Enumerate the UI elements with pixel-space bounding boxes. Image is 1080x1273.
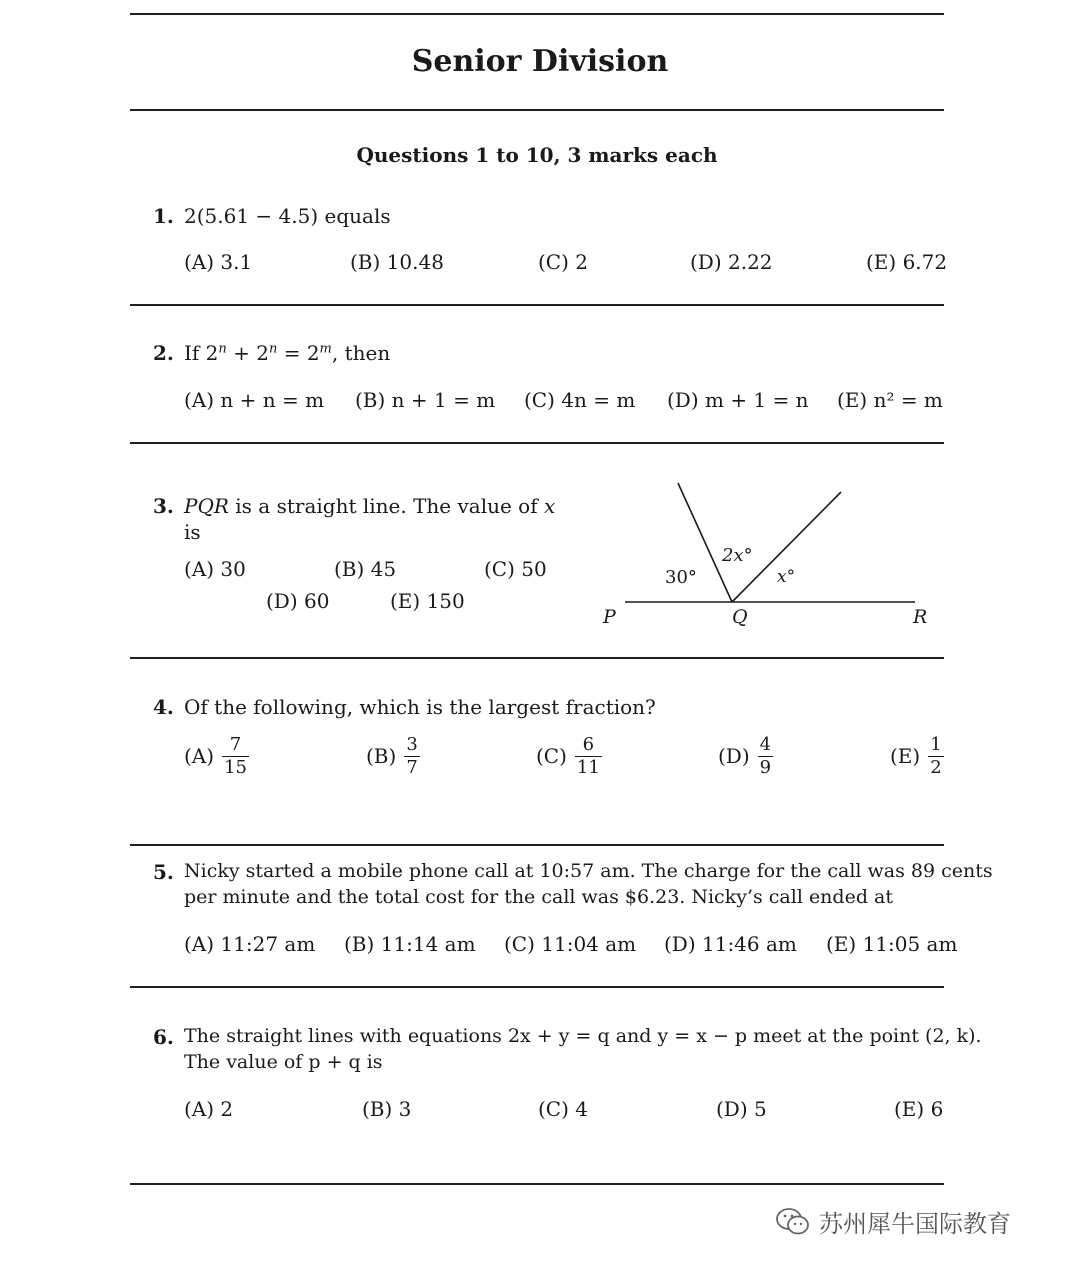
title-rule (130, 109, 944, 111)
option-c[interactable]: (C) 11:04 am (504, 932, 637, 956)
option-a[interactable]: (A) 3.1 (184, 250, 253, 274)
question-text: PQR is a straight line. The value of x (184, 494, 556, 518)
option-a[interactable]: (A) 30 (184, 557, 246, 581)
option-a[interactable]: (A) 2 (184, 1097, 234, 1121)
divider (130, 844, 944, 846)
question-text: Nicky started a mobile phone call at 10:57 am. The charge for the call was 89 cents (184, 860, 993, 882)
section-subtitle: Questions 1 to 10, 3 marks each (356, 143, 718, 167)
question-number: 1. (153, 204, 174, 228)
divider (130, 442, 944, 444)
watermark-text: 苏州犀牛国际教育 (819, 1210, 1011, 1238)
option-c[interactable]: (C) 50 (484, 557, 547, 581)
point-label-r: R (913, 606, 928, 628)
angle-diagram (595, 480, 935, 640)
question-number: 4. (153, 695, 174, 719)
divider (130, 986, 944, 988)
option-e[interactable]: (E) 11:05 am (826, 932, 958, 956)
question-text: Of the following, which is the largest fraction? (184, 695, 656, 719)
divider (130, 657, 944, 659)
option-a[interactable]: (A) $\frac{7}{15}$ (184, 734, 247, 778)
question-number: 5. (153, 860, 174, 884)
question-text: The straight lines with equations 2x + y = q and y = x − p meet at the point (2, k). (184, 1025, 982, 1047)
option-b[interactable]: (B) 10.48 (350, 250, 444, 274)
option-d[interactable]: (D) 5 (716, 1097, 767, 1121)
angle-label-30: 30° (665, 567, 697, 588)
angle-label-2x: 2x° (722, 545, 753, 566)
question-text-line2: per minute and the total cost for the call was $6.23. Nicky’s call ended at (184, 886, 893, 908)
question-text: If $2^n + 2^n = 2^m$, then (184, 341, 391, 365)
option-e[interactable]: (E) 150 (390, 589, 465, 613)
question-number: 3. (153, 494, 174, 518)
option-d[interactable]: (D) 11:46 am (664, 932, 797, 956)
point-label-p: P (603, 606, 616, 628)
option-e[interactable]: (E) $\frac{1}{2}$ (890, 734, 942, 778)
question-number: 2. (153, 341, 174, 365)
page-title: Senior Division (411, 44, 669, 79)
option-c[interactable]: (C) 4 (538, 1097, 588, 1121)
option-e[interactable]: (E) 6 (894, 1097, 944, 1121)
wechat-icon (775, 1207, 811, 1237)
fraction: $\frac{6}{11}$ (576, 734, 600, 778)
fraction: $\frac{1}{2}$ (930, 734, 942, 778)
question-text-line2: The value of p + q is (184, 1051, 383, 1073)
option-e[interactable]: (E) 6.72 (866, 250, 948, 274)
option-b[interactable]: (B) 11:14 am (344, 932, 476, 956)
option-c[interactable]: (C) $\frac{6}{11}$ (536, 734, 600, 778)
option-d[interactable]: (D) $\frac{4}{9}$ (718, 734, 772, 778)
angle-label-x: x° (777, 567, 796, 587)
option-b[interactable]: (B) n + 1 = m (355, 388, 496, 412)
fraction: $\frac{3}{7}$ (406, 734, 418, 778)
point-label-q: Q (732, 606, 748, 628)
question-text: 2(5.61 − 4.5) equals (184, 204, 391, 228)
option-d[interactable]: (D) 60 (266, 589, 330, 613)
option-c[interactable]: (C) 4n = m (524, 388, 636, 412)
option-c[interactable]: (C) 2 (538, 250, 588, 274)
bottom-rule (130, 1183, 944, 1185)
option-d[interactable]: (D) 2.22 (690, 250, 773, 274)
top-rule (130, 13, 944, 15)
question-number: 6. (153, 1025, 174, 1049)
option-b[interactable]: (B) 45 (334, 557, 397, 581)
option-b[interactable]: (B) $\frac{3}{7}$ (366, 734, 418, 778)
watermark (775, 1204, 1011, 1239)
divider (130, 304, 944, 306)
fraction: $\frac{7}{15}$ (224, 734, 247, 778)
fraction: $\frac{4}{9}$ (759, 734, 772, 778)
option-b[interactable]: (B) 3 (362, 1097, 412, 1121)
option-a[interactable]: (A) 11:27 am (184, 932, 316, 956)
option-d[interactable]: (D) m + 1 = n (667, 388, 809, 412)
option-e[interactable]: (E) n² = m (837, 388, 943, 412)
question-text-line2: is (184, 520, 201, 544)
option-a[interactable]: (A) n + n = m (184, 388, 325, 412)
